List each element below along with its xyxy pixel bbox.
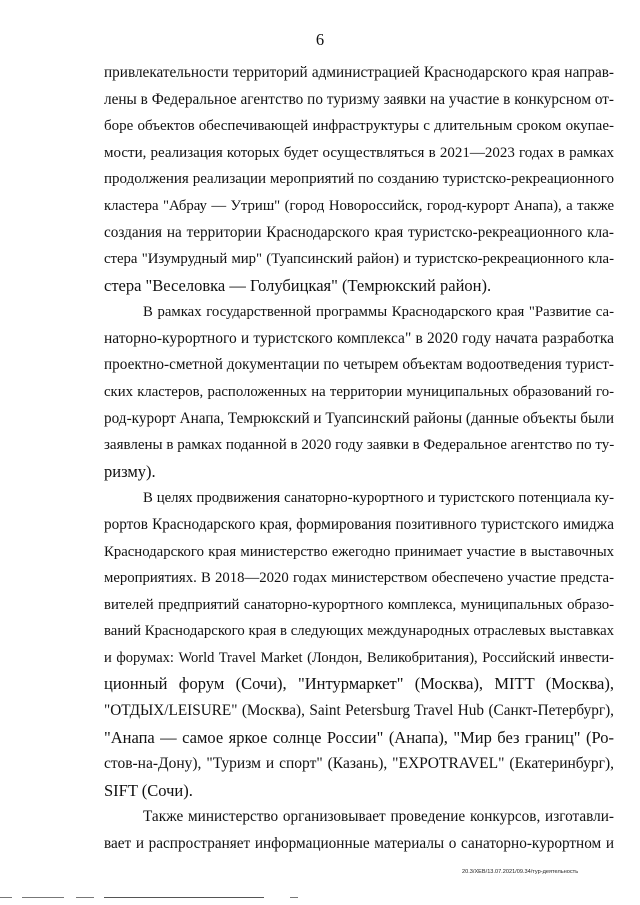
document-footer-code: 20.3/ХЕВ/13.07.2021/09.34/тур-деятельность: [462, 869, 579, 875]
text-line: вителей предприятий санаторно-курортного комплекса, муниципальных образо-: [104, 597, 614, 613]
text-line: привлекательности территорий администрацией Краснодарского края направ-: [104, 64, 614, 81]
text-line: лены в Федеральное агентство по туризму заявки на участие в конкурсном от-: [104, 91, 614, 108]
text-line: наторно-курортного и туристского комплекса" в 2020 году начата разработка: [104, 330, 614, 347]
text-line: кластера "Абрау — Утриш" (город Новороссийск, город-курорт Анапа), а также: [104, 198, 614, 214]
text-line: заявлены в рамках поданной в 2020 году заявки в Федеральное агентство по ту-: [104, 437, 615, 453]
text-line: вает и распространяет информационные материалы о санаторно-курортном и: [104, 835, 614, 852]
text-line: и форумах: World Travel Market (Лондон, Великобритания), Российский инвести-: [104, 650, 614, 666]
text-line: рортов Краснодарского края, формирования позитивного туристского имиджа: [104, 516, 614, 533]
text-line: В рамках государственной программы Краснодарского края "Развитие са-: [143, 304, 614, 320]
text-line: ционный форум (Сочи), "Интурмаркет" (Москва), MITT (Москва),: [104, 674, 614, 693]
scan-mark: [290, 897, 298, 898]
text-line: проектно-сметной документации по четырем объектам водоотведения турист-: [104, 356, 614, 373]
text-line: продолжения реализации мероприятий по созданию туристско-рекреационного: [104, 171, 614, 187]
scan-mark: [0, 897, 12, 898]
text-line: род-курорт Анапа, Темрюкский и Туапсинский районы (данные объекты были: [104, 410, 615, 427]
text-line: боре объектов обеспечивающей инфраструктуры с длительным сроком окупае-: [104, 118, 614, 134]
scan-mark: [22, 897, 64, 898]
scan-mark: [76, 897, 94, 898]
text-line: SIFT (Сочи).: [104, 781, 193, 800]
text-line: Также министерство организовывает проведение конкурсов, изготавли-: [143, 808, 614, 825]
text-line: стера "Веселовка — Голубицкая" (Темрюкский район).: [104, 276, 492, 295]
text-line: стера "Изумрудный мир" (Туапсинский район) и туристско-рекреационного кла-: [104, 251, 614, 267]
text-line: создания на территории Краснодарского края туристско-рекреационного кла-: [104, 224, 614, 241]
page-number: 6: [315, 30, 325, 49]
text-line: ризму).: [104, 462, 156, 481]
scan-edge-marks: [0, 892, 640, 905]
text-line: В целях продвижения санаторно-курортного и туристского потенциала ку-: [143, 490, 614, 506]
text-line: мости, реализация которых будет осуществляться в 2021—2023 годах в рамках: [104, 145, 614, 161]
text-line: "ОТДЫХ/LEISURE" (Москва), Saint Petersburg Travel Hub (Санкт-Петербург),: [104, 702, 614, 719]
text-line: стов-на-Дону), "Туризм и спорт" (Казань), "EXPOTRAVEL" (Екатеринбург),: [104, 755, 614, 772]
text-line: ваний Краснодарского края в следующих международных отраслевых выставках: [104, 623, 614, 639]
text-line: мероприятиях. В 2018—2020 годах министерством обеспечено участие предста-: [104, 570, 614, 586]
text-line: ских кластеров, расположенных на территории муниципальных образований го-: [104, 384, 614, 400]
scan-mark: [104, 897, 264, 898]
text-line: "Анапа — самое яркое солнце России" (Анапа), "Мир без границ" (Ро-: [104, 728, 614, 747]
text-line: Краснодарского края министерство ежегодно принимает участие в выставочных: [104, 544, 614, 560]
